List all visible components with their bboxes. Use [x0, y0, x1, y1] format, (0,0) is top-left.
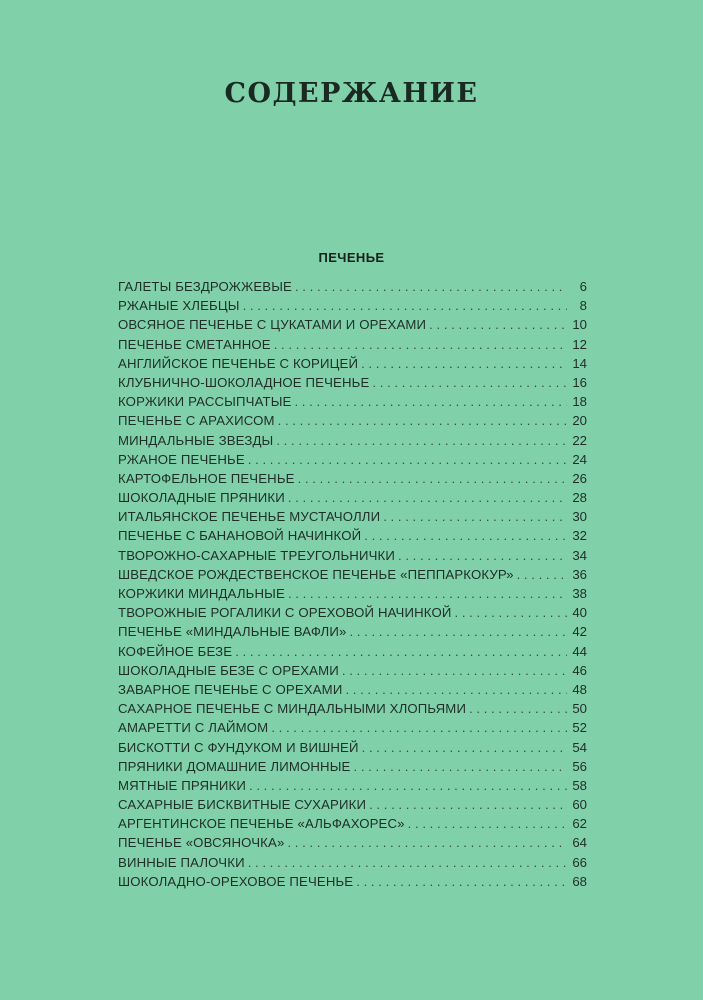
toc-entry-page-number: 66: [572, 854, 587, 870]
toc-entry-leader: [298, 469, 567, 488]
toc-entry-title: АМАРЕТТИ С ЛАЙМОМ: [118, 720, 269, 736]
toc-entry-title: ШОКОЛАДНО-ОРЕХОВОЕ ПЕЧЕНЬЕ: [118, 873, 354, 889]
toc-entry-title: КОРЖИКИ РАССЫПЧАТЫЕ: [118, 394, 292, 410]
toc-entry-leader: [455, 603, 567, 622]
toc-entry-page-number: 26: [572, 470, 587, 486]
toc-entry[interactable]: [118, 450, 587, 469]
toc-entry-leader: [278, 411, 567, 430]
toc-entry-page-number: 14: [572, 355, 587, 371]
toc-entry-leader: [248, 450, 567, 469]
toc-entry[interactable]: [118, 335, 587, 354]
toc-entry-leader: [517, 565, 567, 584]
toc-entry-leader: [288, 584, 567, 603]
toc-entry[interactable]: [118, 642, 587, 661]
toc-entry[interactable]: [118, 853, 587, 872]
toc-entry[interactable]: [118, 507, 587, 526]
toc-entry-page-number: 56: [572, 758, 587, 774]
toc-entry-page-number: 62: [572, 816, 587, 832]
toc-entry-page-number: 50: [572, 701, 587, 717]
toc-entry[interactable]: [118, 622, 587, 641]
toc-entry-leader: [398, 546, 567, 565]
toc-entry-leader: [369, 795, 567, 814]
toc-entry-title: МЯТНЫЕ ПРЯНИКИ: [118, 777, 246, 793]
toc-entry-page-number: 52: [572, 720, 587, 736]
toc-entry[interactable]: [118, 315, 587, 334]
toc-entry-leader: [349, 622, 567, 641]
toc-entry-page-number: 40: [572, 605, 587, 621]
toc-entry[interactable]: [118, 833, 587, 852]
toc-entry-page-number: 68: [572, 873, 587, 889]
toc-entry-title: МИНДАЛЬНЫЕ ЗВЕЗДЫ: [118, 432, 274, 448]
toc-entry-leader: [249, 776, 567, 795]
toc-entry[interactable]: [118, 718, 587, 737]
toc-entry-page-number: 44: [572, 643, 587, 659]
toc-entry-title: АНГЛИЙСКОЕ ПЕЧЕНЬЕ С КОРИЦЕЙ: [118, 355, 359, 371]
toc-entry-page-number: 8: [579, 298, 587, 314]
toc-entry-title: САХАРНЫЕ БИСКВИТНЫЕ СУХАРИКИ: [118, 797, 367, 813]
toc-entry-page-number: 64: [572, 835, 587, 851]
toc-entry-leader: [248, 853, 567, 872]
toc-entry-title: ШОКОЛАДНЫЕ БЕЗЕ С ОРЕХАМИ: [118, 662, 339, 678]
toc-entry-title: ПЕЧЕНЬЕ «ОВСЯНОЧКА»: [118, 835, 285, 851]
toc-entry-leader: [364, 526, 567, 545]
toc-entry-title: ПРЯНИКИ ДОМАШНИЕ ЛИМОННЫЕ: [118, 758, 351, 774]
toc-entry[interactable]: [118, 296, 587, 315]
toc-entry-leader: [362, 738, 567, 757]
toc-entry-title: КАРТОФЕЛЬНОЕ ПЕЧЕНЬЕ: [118, 470, 295, 486]
toc-entry[interactable]: [118, 680, 587, 699]
toc-entry-title: БИСКОТТИ С ФУНДУКОМ И ВИШНЕЙ: [118, 739, 359, 755]
toc-entry-leader: [276, 431, 567, 450]
toc-entry-title: ОВСЯНОЕ ПЕЧЕНЬЕ С ЦУКАТАМИ И ОРЕХАМИ: [118, 317, 427, 333]
toc-entry-title: ТВОРОЖНО-САХАРНЫЕ ТРЕУГОЛЬНИЧКИ: [118, 547, 396, 563]
toc-entry-leader: [356, 872, 567, 891]
toc-entry-leader: [287, 833, 567, 852]
toc-entry-leader: [383, 507, 567, 526]
toc-entry[interactable]: [118, 757, 587, 776]
toc-entry[interactable]: [118, 392, 587, 411]
toc-entry-page-number: 24: [572, 451, 587, 467]
toc-entry[interactable]: [118, 699, 587, 718]
toc-entry-leader: [235, 642, 567, 661]
toc-entry-page-number: 38: [572, 586, 587, 601]
toc-entry-page-number: 10: [572, 317, 587, 333]
toc-entry-title: КОФЕЙНОЕ БЕЗЕ: [118, 643, 233, 659]
section-heading: ПЕЧЕНЬЕ: [318, 250, 385, 265]
toc-entry-title: АРГЕНТИНСКОЕ ПЕЧЕНЬЕ «АЛЬФАХОРЕС»: [118, 816, 405, 832]
toc-entry-page-number: 16: [572, 374, 587, 390]
toc-entry-leader: [342, 661, 567, 680]
toc-entry-title: РЖАНЫЕ ХЛЕБЦЫ: [118, 298, 240, 314]
toc-entry-page-number: 46: [572, 662, 587, 678]
toc-entry-page-number: 34: [572, 547, 587, 563]
toc-entry-title: ПЕЧЕНЬЕ СМЕТАННОЕ: [118, 336, 271, 352]
toc-entry[interactable]: [118, 488, 587, 507]
toc-entry-leader: [243, 296, 567, 315]
toc-entry-leader: [469, 699, 567, 718]
toc-entry-page-number: 30: [572, 509, 587, 525]
toc-entry-page-number: 22: [572, 432, 587, 448]
toc-entry[interactable]: [118, 431, 587, 450]
page-title: СОДЕРЖАНИЕ: [224, 78, 479, 109]
toc-entry-leader: [295, 277, 567, 296]
toc-entry-page-number: 58: [572, 777, 587, 793]
toc-entry[interactable]: [118, 526, 587, 545]
toc-entry-title: ГАЛЕТЫ БЕЗДРОЖЖЕВЫЕ: [118, 279, 292, 294]
toc-entry-page-number: 32: [572, 528, 587, 544]
toc-entry[interactable]: [118, 469, 587, 488]
toc-entry[interactable]: [118, 277, 587, 296]
toc-entry-page-number: 42: [572, 624, 587, 640]
toc-entry-page-number: 36: [572, 566, 587, 582]
toc-entry-page-number: 20: [572, 413, 587, 429]
toc-entry-title: ШОКОЛАДНЫЕ ПРЯНИКИ: [118, 490, 285, 506]
toc-entry-title: ПЕЧЕНЬЕ С БАНАНОВОЙ НАЧИНКОЙ: [118, 528, 362, 544]
toc-entry-page-number: 28: [572, 490, 587, 506]
toc-entry-title: ЗАВАРНОЕ ПЕЧЕНЬЕ С ОРЕХАМИ: [118, 681, 343, 697]
toc-entry[interactable]: [118, 584, 587, 603]
toc-entry-leader: [271, 718, 567, 737]
toc-entry[interactable]: [118, 872, 587, 891]
toc-entry-leader: [345, 680, 567, 699]
toc-entry-title: ШВЕДСКОЕ РОЖДЕСТВЕНСКОЕ ПЕЧЕНЬЕ «ПЕППАРКОКУР»: [118, 566, 514, 582]
toc-entry-title: ТВОРОЖНЫЕ РОГАЛИКИ С ОРЕХОВОЙ НАЧИНКОЙ: [118, 605, 452, 621]
toc-entry-page-number: 6: [579, 279, 587, 294]
toc-entry-title: КЛУБНИЧНО-ШОКОЛАДНОЕ ПЕЧЕНЬЕ: [118, 374, 370, 390]
toc-entry[interactable]: [118, 738, 587, 757]
toc-entry-page-number: 48: [572, 681, 587, 697]
toc-entry[interactable]: [118, 814, 587, 833]
toc-entry-page-number: 54: [572, 739, 587, 755]
toc-entry[interactable]: [118, 795, 587, 814]
toc-entry-title: КОРЖИКИ МИНДАЛЬНЫЕ: [118, 586, 285, 601]
toc-entry-title: ВИННЫЕ ПАЛОЧКИ: [118, 854, 245, 870]
toc-entry-title: ПЕЧЕНЬЕ «МИНДАЛЬНЫЕ ВАФЛИ»: [118, 624, 347, 640]
toc-entry-title: ИТАЛЬЯНСКОЕ ПЕЧЕНЬЕ МУСТАЧОЛЛИ: [118, 509, 381, 525]
toc-entry[interactable]: [118, 565, 587, 584]
toc-entry[interactable]: [118, 411, 587, 430]
toc-entry-leader: [274, 335, 567, 354]
toc-entry[interactable]: [118, 661, 587, 680]
toc-entry[interactable]: [118, 546, 587, 565]
toc-entry-page-number: 18: [572, 394, 587, 410]
toc-entry-leader: [372, 373, 567, 392]
toc-entry-leader: [361, 354, 567, 373]
toc-entry-leader: [354, 757, 568, 776]
toc-entry-leader: [429, 315, 567, 334]
toc-entry-leader: [288, 488, 567, 507]
toc-entry-page-number: 12: [572, 336, 587, 352]
toc-entry-title: САХАРНОЕ ПЕЧЕНЬЕ С МИНДАЛЬНЫМИ ХЛОПЬЯМИ: [118, 701, 467, 717]
toc-entry[interactable]: [118, 373, 587, 392]
toc-list: [118, 277, 587, 891]
toc-entry[interactable]: [118, 776, 587, 795]
toc-entry-title: ПЕЧЕНЬЕ С АРАХИСОМ: [118, 413, 275, 429]
toc-entry-leader: [294, 392, 567, 411]
toc-entry[interactable]: [118, 354, 587, 373]
toc-entry-title: РЖАНОЕ ПЕЧЕНЬЕ: [118, 451, 245, 467]
toc-entry-leader: [408, 814, 567, 833]
toc-entry-page-number: 60: [572, 797, 587, 813]
toc-entry[interactable]: [118, 603, 587, 622]
